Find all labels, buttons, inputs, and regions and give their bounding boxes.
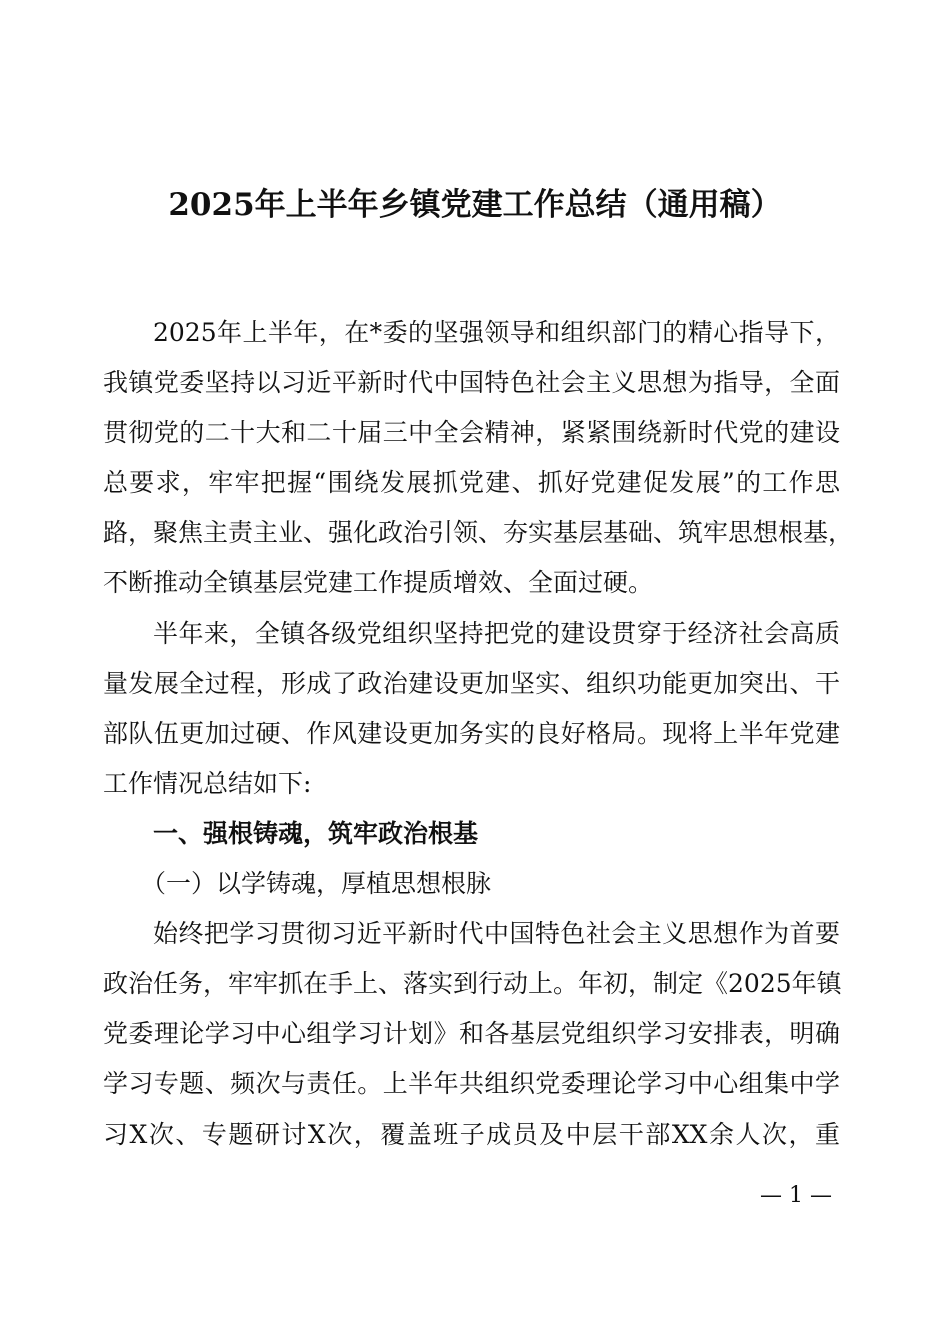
text-line: 路，聚焦主责主业、强化政治引领、夯实基层基础、筑牢思想根基， — [103, 518, 854, 548]
text-line: 我镇党委坚持以习近平新时代中国特色社会主义思想为指导，全面 — [103, 368, 840, 398]
text-line: 不断推动全镇基层党建工作提质增效、全面过硬。 — [103, 568, 654, 598]
page-number: — 1 — — [760, 1183, 832, 1208]
text-line: 始终把学习贯彻习近平新时代中国特色社会主义思想作为首要 — [153, 919, 840, 949]
text-line: 学习专题、频次与责任。上半年共组织党委理论学习中心组集中学 — [103, 1069, 840, 1099]
text-line: 部队伍更加过硬、作风建设更加务实的良好格局。现将上半年党建 — [103, 718, 840, 748]
section-heading: 一、强根铸魂，筑牢政治根基 — [153, 818, 479, 848]
text-line: 贯彻党的二十大和二十届三中全会精神，紧紧围绕新时代党的建设 — [103, 418, 840, 448]
text-line: 工作情况总结如下: — [103, 768, 312, 798]
subsection-heading: （一）以学铸魂，厚植思想根脉 — [141, 869, 492, 899]
document-body — [103, 308, 854, 1160]
text-line: 政治任务，牢牢抓在手上、落实到行动上。年初，制定《2025年镇 — [103, 969, 842, 999]
text-line: 量发展全过程，形成了政治建设更加坚实、组织功能更加突出、干 — [103, 668, 840, 698]
text-line: 2025年上半年，在*委的坚强领导和组织部门的精心指导下， — [153, 318, 840, 347]
document-title: 2025年上半年乡镇党建工作总结（通用稿） — [168, 187, 782, 223]
text-line: 总要求，牢牢把握“围绕发展抓党建、抓好党建促发展”的工作思 — [103, 468, 840, 498]
text-line: 半年来，全镇各级党组织坚持把党的建设贯穿于经济社会高质 — [153, 618, 840, 648]
text-line: 党委理论学习中心组学习计划》和各基层党组织学习安排表，明确 — [103, 1019, 840, 1049]
text-line: 习X次、专题研讨X次，覆盖班子成员及中层干部XX余人次，重 — [103, 1119, 840, 1149]
